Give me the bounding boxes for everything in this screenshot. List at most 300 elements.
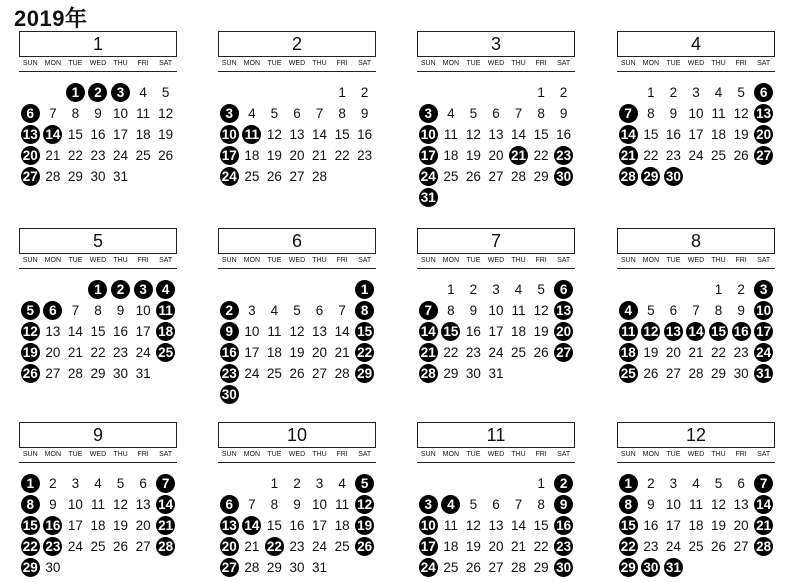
holiday-day-cell bbox=[353, 494, 376, 515]
holiday-day-cell bbox=[552, 321, 575, 342]
holiday-day-cell bbox=[218, 342, 241, 363]
day-number: 24 bbox=[665, 539, 681, 554]
holiday-day-cell bbox=[752, 494, 775, 515]
day-cell bbox=[440, 145, 463, 166]
day-cell bbox=[331, 124, 354, 145]
day-number: 21 bbox=[688, 345, 704, 360]
holiday-day-cell bbox=[617, 124, 640, 145]
day-number: 27 bbox=[665, 366, 681, 381]
day-cell bbox=[685, 494, 708, 515]
month-header: 10 bbox=[218, 422, 376, 448]
day-cell bbox=[87, 145, 110, 166]
empty-day-cell bbox=[286, 82, 309, 103]
holiday-day-cell bbox=[685, 321, 708, 342]
weekday-label: FRI bbox=[535, 451, 547, 458]
day-cell bbox=[308, 321, 331, 342]
day-number: 8 bbox=[714, 303, 723, 318]
day-number: 3 bbox=[754, 280, 773, 299]
holiday-day-cell bbox=[154, 279, 177, 300]
weekday-label: SAT bbox=[358, 451, 372, 458]
day-number: 25 bbox=[443, 169, 459, 184]
day-number: 15 bbox=[711, 324, 727, 339]
weekday-label: THU bbox=[511, 60, 526, 67]
day-number: 25 bbox=[688, 539, 704, 554]
day-number: 7 bbox=[315, 106, 324, 121]
day-number: 18 bbox=[443, 148, 459, 163]
day-number: 30 bbox=[556, 169, 572, 184]
day-cell bbox=[462, 342, 485, 363]
day-cell bbox=[263, 321, 286, 342]
day-cell bbox=[64, 363, 87, 384]
day-number: 23 bbox=[556, 539, 572, 554]
day-cell bbox=[485, 342, 508, 363]
day-cell bbox=[132, 321, 155, 342]
day-number: 9 bbox=[559, 106, 568, 121]
day-cell bbox=[507, 124, 530, 145]
day-number: 20 bbox=[756, 127, 772, 142]
day-number: 30 bbox=[90, 169, 106, 184]
day-number: 10 bbox=[688, 106, 704, 121]
day-number: 28 bbox=[688, 366, 704, 381]
day-cell bbox=[662, 342, 685, 363]
day-number: 29 bbox=[533, 560, 549, 575]
holiday-day-cell bbox=[752, 279, 775, 300]
day-cell bbox=[308, 145, 331, 166]
day-number: 8 bbox=[537, 497, 545, 512]
empty-day-cell bbox=[263, 279, 286, 300]
holiday-day-cell bbox=[87, 279, 110, 300]
holiday-day-cell bbox=[42, 300, 65, 321]
day-number: 26 bbox=[22, 366, 38, 381]
day-cell bbox=[507, 536, 530, 557]
holiday-day-cell bbox=[417, 187, 440, 208]
day-cell bbox=[241, 557, 264, 578]
day-cell bbox=[241, 103, 264, 124]
day-cell bbox=[308, 363, 331, 384]
day-cell bbox=[286, 473, 309, 494]
empty-day-cell bbox=[685, 279, 708, 300]
day-cell bbox=[64, 300, 87, 321]
day-number: 23 bbox=[90, 148, 106, 163]
day-cell bbox=[707, 515, 730, 536]
day-number: 3 bbox=[692, 85, 700, 100]
holiday-day-cell bbox=[617, 321, 640, 342]
day-number: 28 bbox=[511, 560, 527, 575]
day-number: 9 bbox=[469, 303, 478, 318]
weekday-label: TUE bbox=[666, 451, 681, 458]
day-number: 7 bbox=[338, 303, 346, 318]
day-cell bbox=[662, 515, 685, 536]
day-number: 10 bbox=[756, 303, 772, 318]
holiday-day-cell bbox=[19, 473, 42, 494]
day-number: 1 bbox=[270, 476, 279, 491]
holiday-day-cell bbox=[552, 300, 575, 321]
day-number: 12 bbox=[643, 324, 659, 339]
day-cell bbox=[662, 494, 685, 515]
day-number: 5 bbox=[21, 301, 40, 320]
day-cell bbox=[707, 494, 730, 515]
day-number: 22 bbox=[620, 539, 636, 554]
day-number: 19 bbox=[289, 345, 305, 360]
holiday-day-cell bbox=[662, 557, 685, 578]
holiday-day-cell bbox=[42, 515, 65, 536]
day-number: 5 bbox=[270, 106, 279, 121]
day-number: 11 bbox=[711, 106, 726, 121]
day-number: 1 bbox=[355, 280, 374, 299]
day-number: 8 bbox=[447, 303, 455, 318]
day-number: 21 bbox=[244, 539, 260, 554]
weekday-label: FRI bbox=[735, 60, 747, 67]
day-number: 19 bbox=[711, 518, 727, 533]
day-number: 26 bbox=[733, 148, 749, 163]
day-number: 5 bbox=[647, 303, 655, 318]
weekday-label: THU bbox=[312, 60, 327, 67]
day-number: 17 bbox=[113, 127, 129, 142]
weekday-label: SUN bbox=[22, 257, 38, 264]
day-cell bbox=[662, 300, 685, 321]
day-grid bbox=[19, 473, 177, 578]
day-number: 25 bbox=[511, 345, 527, 360]
day-number: 3 bbox=[419, 495, 438, 514]
day-cell bbox=[707, 82, 730, 103]
holiday-day-cell bbox=[241, 515, 264, 536]
holiday-day-cell bbox=[19, 557, 42, 578]
day-number: 2 bbox=[111, 280, 130, 299]
holiday-day-cell bbox=[752, 145, 775, 166]
day-number: 30 bbox=[221, 387, 237, 402]
day-cell bbox=[42, 321, 65, 342]
day-number: 13 bbox=[556, 303, 572, 318]
weekday-label: TUE bbox=[267, 257, 282, 264]
month-5 bbox=[19, 228, 177, 384]
day-number: 9 bbox=[647, 497, 655, 512]
day-cell bbox=[87, 363, 110, 384]
day-cell bbox=[42, 473, 65, 494]
day-number: 11 bbox=[90, 497, 105, 512]
day-number: 23 bbox=[113, 345, 129, 360]
day-cell bbox=[263, 166, 286, 187]
day-cell bbox=[685, 300, 708, 321]
day-cell bbox=[64, 321, 87, 342]
weekday-header-row bbox=[218, 254, 376, 269]
day-cell bbox=[507, 321, 530, 342]
day-number: 16 bbox=[733, 324, 749, 339]
day-number: 7 bbox=[419, 301, 438, 320]
day-number: 26 bbox=[465, 560, 481, 575]
holiday-day-cell bbox=[154, 515, 177, 536]
holiday-day-cell bbox=[109, 279, 132, 300]
day-number: 14 bbox=[420, 324, 436, 339]
day-number: 27 bbox=[289, 169, 305, 184]
weekday-label: MON bbox=[243, 60, 261, 67]
weekday-label: TUE bbox=[466, 451, 481, 458]
empty-day-cell bbox=[64, 279, 87, 300]
weekday-label: MON bbox=[44, 257, 62, 264]
day-cell bbox=[640, 124, 663, 145]
day-cell bbox=[286, 515, 309, 536]
day-cell bbox=[286, 536, 309, 557]
day-number: 5 bbox=[469, 106, 478, 121]
weekday-label: MON bbox=[44, 60, 62, 67]
day-number: 8 bbox=[647, 106, 655, 121]
day-number: 25 bbox=[90, 539, 106, 554]
day-cell bbox=[640, 515, 663, 536]
holiday-day-cell bbox=[218, 494, 241, 515]
day-number: 15 bbox=[90, 324, 106, 339]
day-number: 4 bbox=[338, 476, 346, 491]
day-number: 30 bbox=[643, 560, 659, 575]
day-cell bbox=[462, 515, 485, 536]
day-number: 17 bbox=[312, 518, 328, 533]
day-number: 20 bbox=[289, 148, 305, 163]
holiday-day-cell bbox=[42, 536, 65, 557]
day-cell bbox=[440, 124, 463, 145]
day-number: 25 bbox=[135, 148, 151, 163]
empty-day-cell bbox=[19, 82, 42, 103]
day-number: 2 bbox=[647, 476, 655, 491]
day-cell bbox=[485, 145, 508, 166]
day-number: 8 bbox=[71, 106, 80, 121]
holiday-day-cell bbox=[617, 342, 640, 363]
day-number: 13 bbox=[733, 497, 749, 512]
holiday-day-cell bbox=[19, 145, 42, 166]
weekday-label: WED bbox=[288, 451, 306, 458]
day-cell bbox=[707, 473, 730, 494]
day-cell bbox=[42, 494, 65, 515]
day-number: 11 bbox=[619, 322, 638, 341]
day-number: 24 bbox=[756, 345, 772, 360]
day-cell bbox=[730, 82, 753, 103]
day-number: 4 bbox=[447, 106, 455, 121]
day-cell bbox=[286, 363, 309, 384]
day-cell bbox=[308, 342, 331, 363]
day-cell bbox=[462, 124, 485, 145]
weekday-label: MON bbox=[442, 451, 460, 458]
day-number: 25 bbox=[334, 539, 350, 554]
holiday-day-cell bbox=[19, 515, 42, 536]
month-12 bbox=[617, 422, 775, 578]
day-cell bbox=[462, 279, 485, 300]
day-cell bbox=[730, 363, 753, 384]
weekday-header-row bbox=[617, 254, 775, 269]
day-cell bbox=[109, 494, 132, 515]
day-cell bbox=[730, 103, 753, 124]
holiday-day-cell bbox=[552, 342, 575, 363]
day-number: 6 bbox=[492, 106, 500, 121]
weekday-label: WED bbox=[687, 60, 705, 67]
day-number: 4 bbox=[514, 282, 523, 297]
empty-day-cell bbox=[218, 82, 241, 103]
holiday-day-cell bbox=[552, 166, 575, 187]
day-cell bbox=[730, 342, 753, 363]
day-cell bbox=[241, 342, 264, 363]
day-number: 7 bbox=[754, 474, 773, 493]
day-number: 13 bbox=[488, 518, 504, 533]
day-cell bbox=[707, 363, 730, 384]
day-number: 27 bbox=[488, 169, 504, 184]
day-number: 8 bbox=[270, 497, 279, 512]
day-number: 7 bbox=[514, 497, 523, 512]
day-cell bbox=[730, 145, 753, 166]
day-number: 12 bbox=[22, 324, 38, 339]
day-number: 1 bbox=[338, 85, 346, 100]
weekday-header-row bbox=[417, 254, 575, 269]
day-cell bbox=[685, 363, 708, 384]
day-number: 6 bbox=[492, 497, 500, 512]
day-cell bbox=[730, 279, 753, 300]
day-number: 19 bbox=[113, 518, 129, 533]
day-cell bbox=[685, 145, 708, 166]
day-cell bbox=[331, 473, 354, 494]
day-number: 12 bbox=[733, 106, 749, 121]
day-number: 11 bbox=[267, 324, 282, 339]
day-number: 14 bbox=[334, 324, 350, 339]
day-number: 2 bbox=[554, 474, 573, 493]
day-number: 14 bbox=[158, 497, 174, 512]
day-number: 16 bbox=[113, 324, 129, 339]
day-cell bbox=[485, 321, 508, 342]
day-number: 27 bbox=[488, 560, 504, 575]
day-number: 9 bbox=[94, 106, 102, 121]
day-number: 26 bbox=[158, 148, 174, 163]
day-number: 24 bbox=[312, 539, 328, 554]
day-cell bbox=[263, 494, 286, 515]
day-cell bbox=[730, 124, 753, 145]
day-cell bbox=[707, 536, 730, 557]
day-cell bbox=[507, 557, 530, 578]
day-cell bbox=[707, 300, 730, 321]
weekday-label: SUN bbox=[620, 60, 636, 67]
holiday-day-cell bbox=[752, 515, 775, 536]
day-cell bbox=[263, 300, 286, 321]
month-header: 6 bbox=[218, 228, 376, 254]
weekday-label: MON bbox=[642, 60, 660, 67]
holiday-day-cell bbox=[417, 103, 440, 124]
weekday-label: FRI bbox=[336, 451, 348, 458]
day-cell bbox=[685, 473, 708, 494]
day-cell bbox=[263, 557, 286, 578]
day-cell bbox=[109, 536, 132, 557]
day-cell bbox=[154, 103, 177, 124]
day-number: 3 bbox=[248, 303, 256, 318]
holiday-day-cell bbox=[19, 124, 42, 145]
day-number: 2 bbox=[669, 85, 678, 100]
day-grid bbox=[19, 279, 177, 384]
day-cell bbox=[507, 494, 530, 515]
holiday-day-cell bbox=[241, 124, 264, 145]
day-cell bbox=[440, 536, 463, 557]
day-cell bbox=[308, 300, 331, 321]
day-number: 29 bbox=[533, 169, 549, 184]
weekday-label: TUE bbox=[68, 257, 83, 264]
day-number: 15 bbox=[443, 324, 459, 339]
holiday-day-cell bbox=[19, 494, 42, 515]
day-number: 17 bbox=[665, 518, 681, 533]
day-number: 20 bbox=[733, 518, 749, 533]
day-number: 29 bbox=[643, 169, 659, 184]
empty-day-cell bbox=[617, 82, 640, 103]
weekday-label: SUN bbox=[420, 60, 436, 67]
holiday-day-cell bbox=[353, 321, 376, 342]
day-cell bbox=[286, 103, 309, 124]
day-cell bbox=[685, 536, 708, 557]
empty-day-cell bbox=[417, 473, 440, 494]
day-number: 24 bbox=[244, 366, 260, 381]
holiday-day-cell bbox=[353, 363, 376, 384]
day-number: 1 bbox=[66, 83, 85, 102]
day-number: 6 bbox=[737, 476, 745, 491]
day-cell bbox=[440, 103, 463, 124]
day-cell bbox=[308, 166, 331, 187]
day-number: 7 bbox=[619, 104, 638, 123]
holiday-day-cell bbox=[87, 82, 110, 103]
day-cell bbox=[263, 515, 286, 536]
day-number: 25 bbox=[443, 560, 459, 575]
day-cell bbox=[662, 473, 685, 494]
day-cell bbox=[331, 82, 354, 103]
month-4 bbox=[617, 31, 775, 187]
day-number: 2 bbox=[737, 282, 745, 297]
day-cell bbox=[241, 536, 264, 557]
empty-day-cell bbox=[640, 279, 663, 300]
weekday-label: WED bbox=[288, 257, 306, 264]
day-number: 31 bbox=[312, 560, 328, 575]
holiday-day-cell bbox=[507, 145, 530, 166]
day-grid bbox=[218, 82, 376, 187]
day-number: 14 bbox=[67, 324, 83, 339]
day-number: 22 bbox=[711, 345, 727, 360]
day-cell bbox=[263, 363, 286, 384]
day-cell bbox=[64, 494, 87, 515]
day-number: 5 bbox=[161, 85, 170, 100]
weekday-label: THU bbox=[113, 257, 128, 264]
day-cell bbox=[331, 300, 354, 321]
day-cell bbox=[485, 279, 508, 300]
day-number: 22 bbox=[643, 148, 659, 163]
day-cell bbox=[662, 82, 685, 103]
day-number: 22 bbox=[22, 539, 38, 554]
day-grid bbox=[417, 279, 575, 384]
day-number: 7 bbox=[514, 106, 523, 121]
empty-day-cell bbox=[218, 279, 241, 300]
day-cell bbox=[331, 145, 354, 166]
day-cell bbox=[530, 342, 553, 363]
day-cell bbox=[440, 515, 463, 536]
day-number: 22 bbox=[67, 148, 83, 163]
month-header: 5 bbox=[19, 228, 177, 254]
day-cell bbox=[507, 342, 530, 363]
empty-day-cell bbox=[286, 279, 309, 300]
empty-day-cell bbox=[263, 82, 286, 103]
month-header: 8 bbox=[617, 228, 775, 254]
holiday-day-cell bbox=[19, 321, 42, 342]
day-cell bbox=[308, 494, 331, 515]
weekday-label: THU bbox=[711, 257, 726, 264]
day-number: 17 bbox=[244, 345, 260, 360]
day-cell bbox=[263, 342, 286, 363]
day-cell bbox=[462, 166, 485, 187]
day-cell bbox=[87, 300, 110, 321]
day-grid bbox=[218, 279, 376, 405]
day-number: 7 bbox=[156, 474, 175, 493]
holiday-day-cell bbox=[552, 473, 575, 494]
empty-day-cell bbox=[440, 473, 463, 494]
weekday-label: THU bbox=[113, 60, 128, 67]
day-number: 29 bbox=[443, 366, 459, 381]
day-cell bbox=[331, 103, 354, 124]
day-number: 19 bbox=[158, 127, 174, 142]
day-number: 11 bbox=[511, 303, 526, 318]
